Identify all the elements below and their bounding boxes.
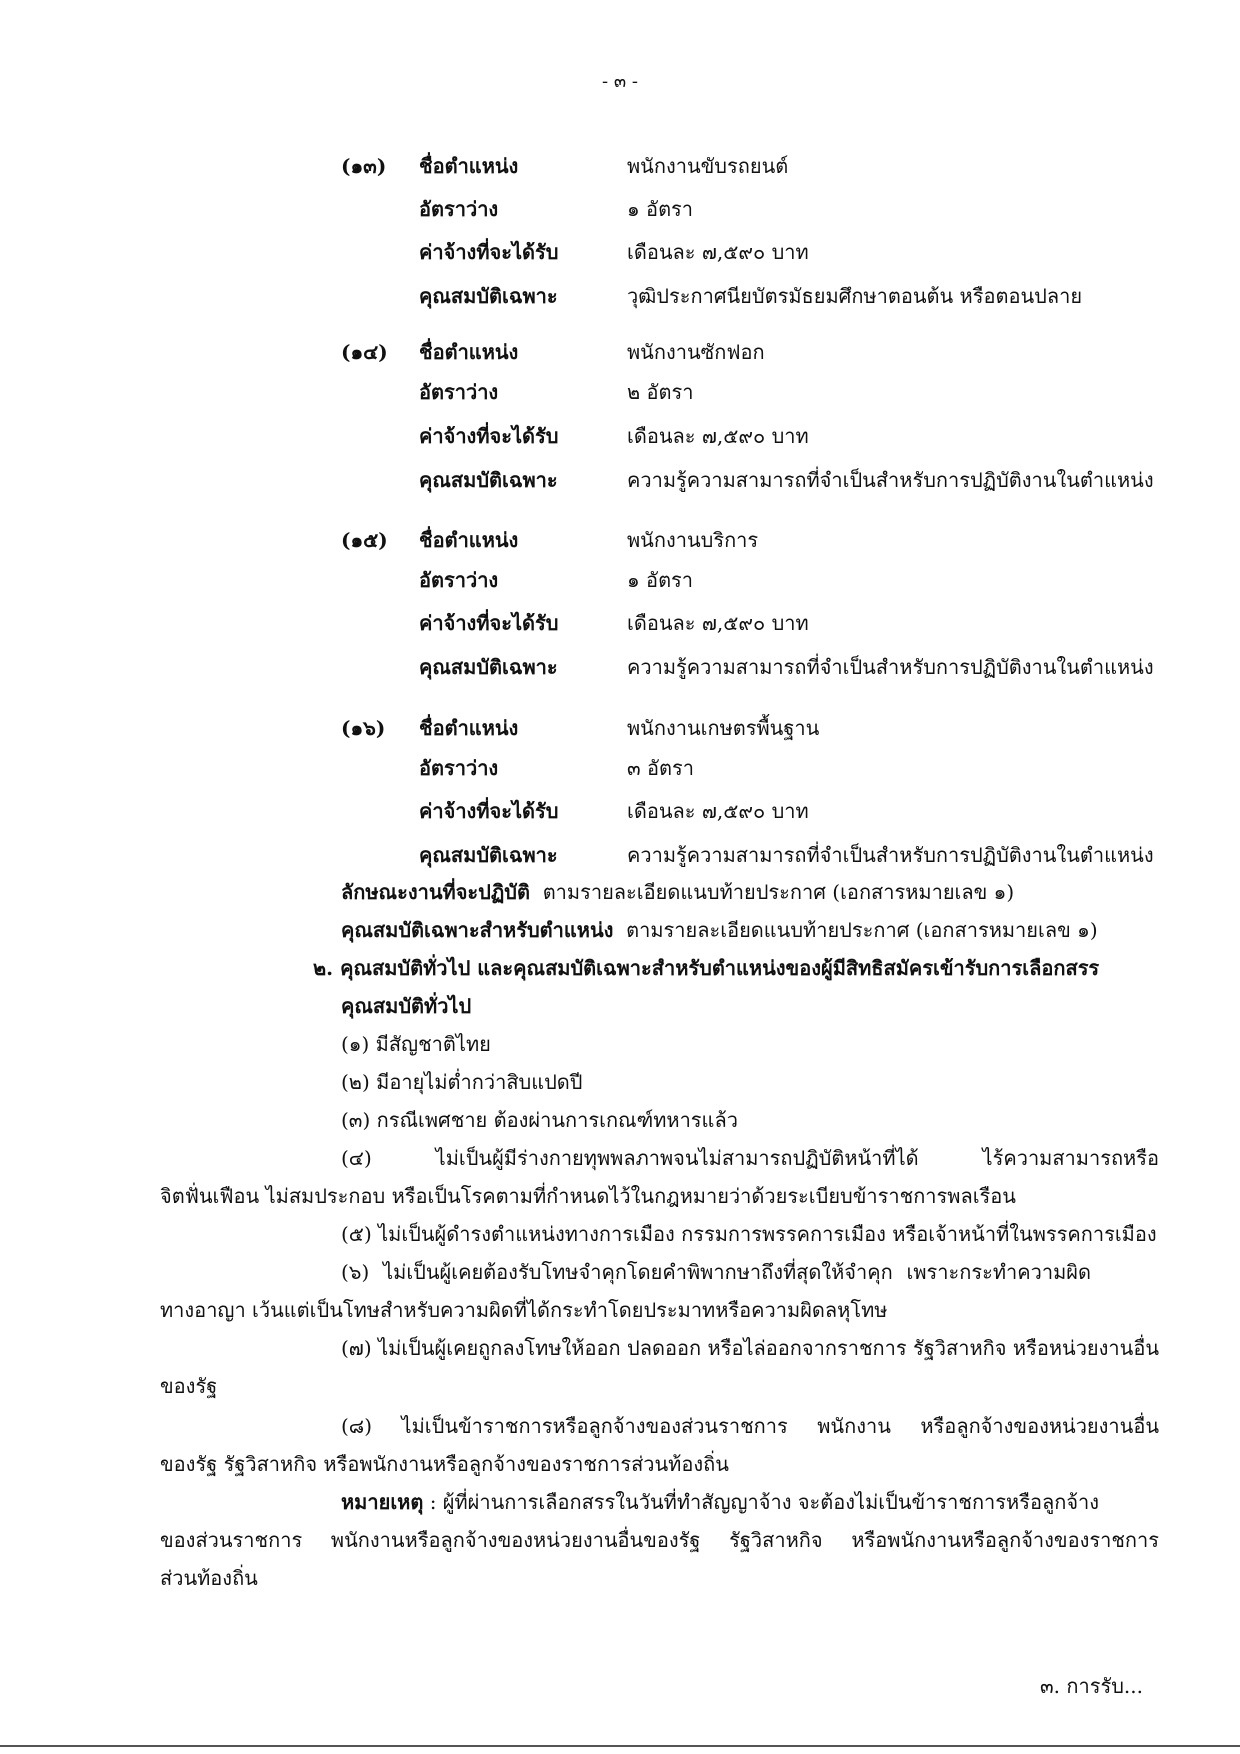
wage-value: เดือนละ ๗,๕๙๐ บาท [627, 240, 809, 264]
note-line-2: ของส่วนราชการ พนักงานหรือลูกจ้างของหน่วยงานอื่นของรัฐ รัฐวิสาหกิจ หรือพนักงานหรือลูกจ้างของราชการ [160, 1528, 1159, 1552]
wage-value: เดือนละ ๗,๕๙๐ บาท [627, 799, 809, 823]
qual-item-3: (๓) กรณีเพศชาย ต้องผ่านการเกณฑ์ทหารแล้ว [341, 1108, 738, 1132]
position-title-label: ชื่อตำแหน่ง [419, 528, 519, 552]
qual-item-2: (๒) มีอายุไม่ต่ำกว่าสิบแปดปี [341, 1070, 583, 1094]
vacancy-value: ๑ อัตรา [627, 197, 694, 221]
wage-value: เดือนละ ๗,๕๙๐ บาท [627, 611, 809, 635]
qualification-label: คุณสมบัติเฉพาะ [419, 843, 558, 867]
page-bottom-edge [0, 1745, 1240, 1747]
note-text-1: : ผู้ที่ผ่านการเลือกสรรในวันที่ทำสัญญาจ้าง จะต้องไม่เป็นข้าราชการหรือลูกจ้าง [429, 1490, 1100, 1514]
vacancy-value: ๒ อัตรา [627, 380, 694, 404]
qualification-value: วุฒิประกาศนียบัตรมัธยมศึกษาตอนต้น หรือตอนปลาย [627, 284, 1083, 308]
wage-value: เดือนละ ๗,๕๙๐ บาท [627, 424, 809, 448]
position-number: (๑๓) [341, 154, 387, 178]
qualification-value: ความรู้ความสามารถที่จำเป็นสำหรับการปฏิบัติงานในตำแหน่ง [627, 655, 1154, 679]
qual-item-7-line-1: (๗) ไม่เป็นผู้เคยถูกลงโทษให้ออก ปลดออก หรือไล่ออกจากราชการ รัฐวิสาหกิจ หรือหน่วยงานอื่น [341, 1336, 1159, 1360]
qualification-value: ความรู้ความสามารถที่จำเป็นสำหรับการปฏิบัติงานในตำแหน่ง [627, 468, 1154, 492]
position-number: (๑๕) [341, 528, 388, 552]
job-nature-line [341, 876, 1014, 908]
qual-item-8-line-2: ของรัฐ รัฐวิสาหกิจ หรือพนักงานหรือลูกจ้างของราชการส่วนท้องถิ่น [160, 1452, 729, 1476]
wage-label: ค่าจ้างที่จะได้รับ [419, 240, 559, 264]
qual-item-5: (๕) ไม่เป็นผู้ดำรงตำแหน่งทางการเมือง กรรมการพรรคการเมือง หรือเจ้าหน้าที่ในพรรคการเมือง [341, 1222, 1157, 1246]
note-label: หมายเหตุ [341, 1490, 424, 1514]
position-title: พนักงานบริการ [627, 528, 759, 552]
qualification-label: คุณสมบัติเฉพาะ [419, 468, 558, 492]
continuation-marker: ๓. การรับ... [1040, 1674, 1143, 1698]
wage-label: ค่าจ้างที่จะได้รับ [419, 799, 559, 823]
position-title-label: ชื่อตำแหน่ง [419, 154, 519, 178]
position-title: พนักงานเกษตรพื้นฐาน [627, 716, 820, 740]
position-qual-line [341, 914, 1098, 946]
note-line-1 [341, 1486, 1159, 1518]
position-number: (๑๖) [341, 716, 386, 740]
job-nature-label: ลักษณะงานที่จะปฏิบัติ [341, 880, 530, 904]
note-line-3: ส่วนท้องถิ่น [160, 1566, 258, 1590]
page-number: - ๓ - [602, 71, 638, 92]
qualification-label: คุณสมบัติเฉพาะ [419, 655, 558, 679]
position-qual-label: คุณสมบัติเฉพาะสำหรับตำแหน่ง [341, 918, 614, 942]
qual-item-6-line-1: (๖) ไม่เป็นผู้เคยต้องรับโทษจำคุกโดยคำพิพากษาถึงที่สุดให้จำคุก เพราะกระทำความผิด [341, 1260, 1091, 1284]
qual-item-4-line-1: (๔) ไม่เป็นผู้มีร่างกายทุพพลภาพจนไม่สามารถปฏิบัติหน้าที่ได้ ไร้ความสามารถหรือ [341, 1146, 1159, 1170]
section-2-heading: ๒. คุณสมบัติทั่วไป และคุณสมบัติเฉพาะสำหรับตำแหน่งของผู้มีสิทธิสมัครเข้ารับการเลือกสรร [313, 956, 1100, 980]
qual-item-6-line-2: ทางอาญา เว้นแต่เป็นโทษสำหรับความผิดที่ได้กระทำโดยประมาทหรือความผิดลหุโทษ [160, 1298, 888, 1322]
qualification-label: คุณสมบัติเฉพาะ [419, 284, 558, 308]
vacancy-label: อัตราว่าง [419, 380, 499, 404]
position-qual-value: ตามรายละเอียดแนบท้ายประกาศ (เอกสารหมายเลข ๑) [626, 918, 1098, 942]
qualification-value: ความรู้ความสามารถที่จำเป็นสำหรับการปฏิบัติงานในตำแหน่ง [627, 843, 1154, 867]
qual-item-7-line-2: ของรัฐ [160, 1374, 218, 1398]
general-qual-heading: คุณสมบัติทั่วไป [341, 994, 472, 1018]
vacancy-label: อัตราว่าง [419, 756, 499, 780]
vacancy-value: ๓ อัตรา [627, 756, 695, 780]
qual-item-1: (๑) มีสัญชาติไทย [341, 1032, 491, 1056]
position-title: พนักงานซักฟอก [627, 340, 765, 364]
vacancy-label: อัตราว่าง [419, 197, 499, 221]
qual-item-4-line-2: จิตฟั่นเฟือน ไม่สมประกอบ หรือเป็นโรคตามที่กำหนดไว้ในกฎหมายว่าด้วยระเบียบข้าราชการพลเรือน [160, 1184, 1016, 1208]
wage-label: ค่าจ้างที่จะได้รับ [419, 424, 559, 448]
position-title-label: ชื่อตำแหน่ง [419, 340, 519, 364]
position-title: พนักงานขับรถยนต์ [627, 154, 789, 178]
wage-label: ค่าจ้างที่จะได้รับ [419, 611, 559, 635]
vacancy-label: อัตราว่าง [419, 568, 499, 592]
job-nature-value: ตามรายละเอียดแนบท้ายประกาศ (เอกสารหมายเลข ๑) [542, 880, 1015, 904]
qual-item-8-line-1: (๘) ไม่เป็นข้าราชการหรือลูกจ้างของส่วนราชการ พนักงาน หรือลูกจ้างของหน่วยงานอื่น [341, 1414, 1159, 1438]
position-number: (๑๔) [341, 340, 388, 364]
vacancy-value: ๑ อัตรา [627, 568, 694, 592]
position-title-label: ชื่อตำแหน่ง [419, 716, 519, 740]
